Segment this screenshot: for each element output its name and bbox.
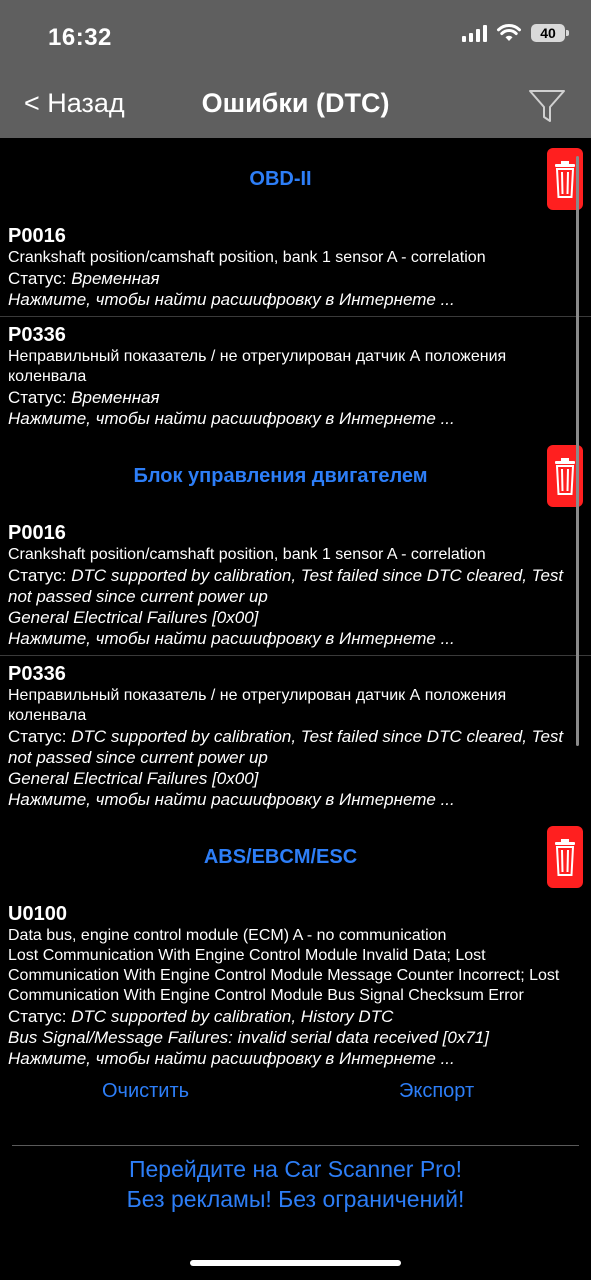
dtc-description: Data bus, engine control module (ECM) A - no communication [8, 927, 447, 944]
dtc-code: P0336 [8, 324, 66, 346]
search-online-link[interactable]: Нажмите, чтобы найти расшифровку в Интернете ... [8, 1049, 455, 1068]
status-label: Статус: [8, 388, 72, 407]
status-value: Временная [71, 269, 160, 288]
dtc-status [8, 268, 583, 289]
dtc-code: P0016 [8, 522, 66, 544]
section-obd2 [0, 138, 591, 435]
back-button[interactable]: < Назад [24, 88, 125, 118]
dtc-list[interactable] [0, 138, 591, 1068]
dtc-description: Неправильный показатель / не отрегулирован датчик А положения коленвала [8, 348, 507, 385]
list-item[interactable] [0, 521, 591, 655]
search-online-link[interactable]: Нажмите, чтобы найти расшифровку в Интернете ... [8, 409, 455, 428]
wifi-icon [497, 24, 521, 42]
status-label: Статус: [8, 269, 72, 288]
section-header [0, 816, 591, 900]
search-online-link[interactable]: Нажмите, чтобы найти расшифровку в Интернете ... [8, 790, 455, 809]
page-title: Ошибки (DTC) [201, 88, 390, 118]
section-title: ABS/EBCM/ESC [203, 846, 358, 868]
bottom-actions [0, 1080, 591, 1110]
divider [12, 1145, 579, 1146]
section-header [0, 435, 591, 519]
trash-icon [554, 838, 576, 876]
status-icons [462, 24, 565, 42]
dtc-status [8, 1006, 583, 1027]
section-engine-ecu [0, 435, 591, 816]
battery-icon: 40 [531, 24, 565, 42]
list-item[interactable] [0, 224, 591, 316]
dtc-failure-type: General Electrical Failures [0x00] [8, 769, 259, 788]
status-label: Статус: [8, 727, 72, 746]
dtc-code: P0016 [8, 225, 66, 247]
section-title: Блок управления двигателем [133, 465, 428, 487]
search-online-link[interactable]: Нажмите, чтобы найти расшифровку в Интернете ... [8, 290, 455, 309]
home-indicator[interactable] [190, 1260, 401, 1266]
list-item[interactable] [0, 655, 591, 816]
clear-button[interactable]: Очистить [102, 1080, 190, 1102]
upgrade-promo-link[interactable] [0, 1154, 591, 1214]
status-value: DTC supported by calibration, Test failed since DTC cleared, Test not passed since current power up [8, 566, 564, 606]
dtc-description: Неправильный показатель / не отрегулирован датчик А положения коленвала [8, 687, 507, 724]
status-time: 16:32 [48, 24, 112, 51]
filter-icon[interactable] [527, 86, 567, 126]
trash-icon [554, 160, 576, 198]
dtc-code: P0336 [8, 663, 66, 685]
status-value: DTC supported by calibration, History DTC [71, 1007, 394, 1026]
dtc-status [8, 565, 583, 607]
search-online-link[interactable]: Нажмите, чтобы найти расшифровку в Интернете ... [8, 629, 455, 648]
status-value: Временная [71, 388, 160, 407]
status-value: DTC supported by calibration, Test failed since DTC cleared, Test not passed since current power up [8, 727, 564, 767]
cellular-signal-icon [462, 24, 487, 42]
dtc-status [8, 387, 583, 408]
status-label: Статус: [8, 1007, 72, 1026]
dtc-description-extended: Lost Communication With Engine Control Module Invalid Data; Lost Communication With Engine Control Module Message Counter Incorrect; Lost Communication With Engine Control Module Bus Signal Checksum Error [8, 947, 560, 1004]
dtc-code: U0100 [8, 903, 67, 925]
section-header [0, 138, 591, 222]
export-button[interactable]: Экспорт [399, 1080, 475, 1102]
list-item[interactable] [0, 316, 591, 435]
trash-icon [554, 457, 576, 495]
promo-line-2: Без рекламы! Без ограничений! [126, 1186, 465, 1212]
dtc-description: Crankshaft position/camshaft position, bank 1 sensor A - correlation [8, 546, 486, 563]
dtc-description: Crankshaft position/camshaft position, bank 1 sensor A - correlation [8, 249, 486, 266]
scrollbar[interactable] [576, 156, 579, 746]
dtc-failure-type: General Electrical Failures [0x00] [8, 608, 259, 627]
list-item[interactable] [0, 902, 591, 1075]
promo-line-1: Перейдите на Car Scanner Pro! [128, 1156, 463, 1182]
section-title: OBD-II [249, 168, 312, 190]
top-bar [0, 0, 591, 138]
dtc-failure-type: Bus Signal/Message Failures: invalid serial data received [0x71] [8, 1028, 489, 1047]
section-abs [0, 816, 591, 1075]
delete-section-button[interactable] [547, 826, 583, 888]
status-label: Статус: [8, 566, 72, 585]
dtc-status [8, 726, 583, 768]
